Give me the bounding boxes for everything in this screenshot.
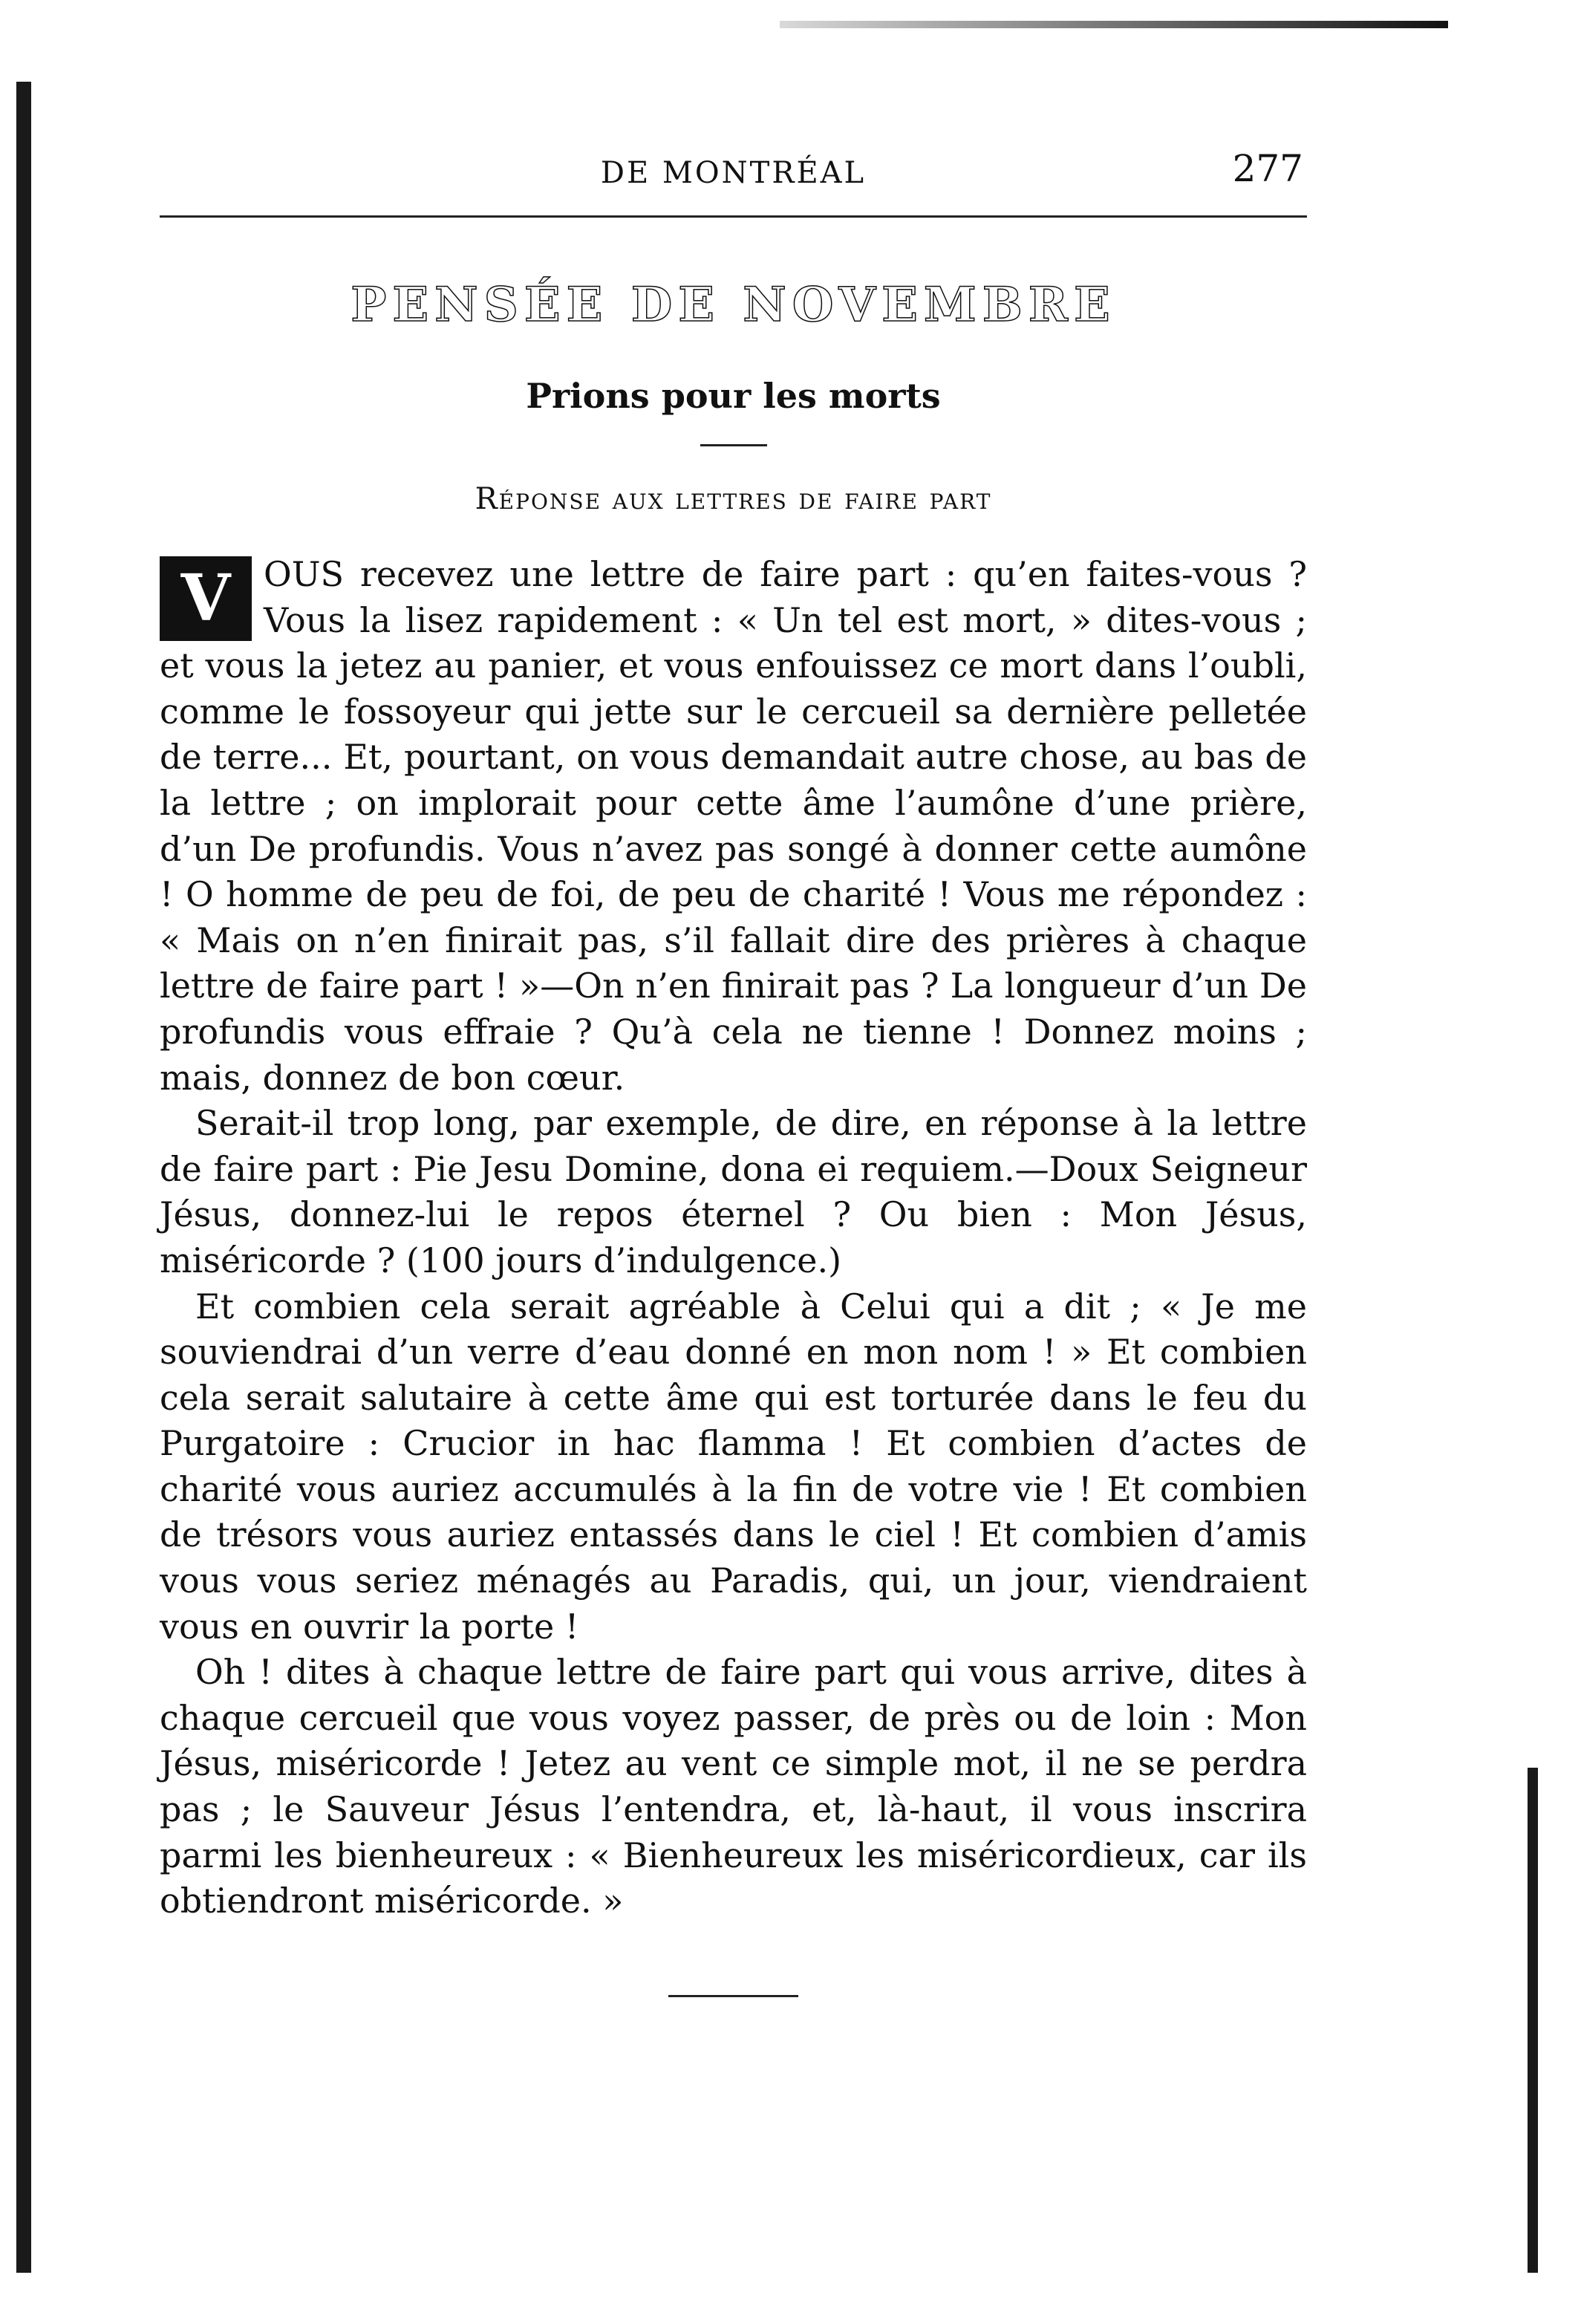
- paragraph-2: Serait-il trop long, par exemple, de dire, en réponse à la lettre de faire part : Pie Jesu Domine, dona ei requiem.—Doux Seigneur Jésus, donnez-lui le repos éternel ? Ou bien : Mon Jésus, miséricorde ? (100 jours d’indulgence.): [160, 1103, 1307, 1280]
- paragraph-1-text: OUS recevez une lettre de faire part : qu’en faites-vous ? Vous la lisez rapidement : « Un tel est mort, » dites-vous ; et vous la jetez au panier, et vous enfouissez ce mort dans l’oubli, comme le fossoyeur qui jette sur le cercueil sa dernière pelletée de terre... Et, pourtant, on vous demandait autre chose, au bas de la lettre ; on implorait pour cette âme l’aumône d’une prière, d’un De profundis. Vous n’avez pas songé à donner cette aumône ! O homme de peu de foi, de peu de charité ! Vous me répondez : « Mais on n’en finirait pas, s’il fallait dire des prières à chaque lettre de faire part ! »—On n’en finirait pas ? La longueur d’un De profundis vous effraie ? Qu’à cela ne tienne ! Donnez moins ; mais, donnez de bon cœur.: [160, 554, 1307, 1098]
- scan-edge-left: [16, 82, 31, 2273]
- paragraph-3: Et combien cela serait agréable à Celui qui a dit ; « Je me souviendrai d’un verre d’eau donné en mon nom ! » Et combien cela serait salutaire à cette âme qui est torturée dans le feu du Purgatoire : Crucior in hac flamma ! Et combien d’actes de charité vous auriez accumulés à la fin de votre vie ! Et combien de trésors vous auriez entassés dans le ciel ! Et combien d’amis vous vous seriez ménagés au Paradis, qui, un jour, viendraient vous en ouvrir la porte !: [160, 1286, 1307, 1647]
- section-heading: Réponse aux lettres de faire part: [475, 482, 992, 516]
- scan-edge-top: [780, 21, 1448, 28]
- article-body: [160, 552, 1307, 1924]
- page: [160, 134, 1307, 1997]
- scan-edge-right: [1528, 1768, 1538, 2273]
- title-rule: [700, 444, 767, 446]
- paragraph-1: [160, 552, 1307, 1101]
- article-subtitle: Prions pour les morts: [526, 376, 941, 416]
- drop-cap: V: [160, 556, 252, 641]
- running-head: [160, 134, 1307, 215]
- paragraph-4: Oh ! dites à chaque lettre de faire part qui vous arrive, dites à chaque cercueil que vous voyez passer, de près ou de loin : Mon Jésus, miséricorde ! Jetez au vent ce simple mot, il ne se perdra pas ; le Sauveur Jésus l’entendra, et, là-haut, il vous inscrira parmi les bienheureux : « Bienheureux les miséricordieux, car ils obtiendront miséricorde. »: [160, 1652, 1307, 1921]
- end-rule: [668, 1995, 798, 1997]
- running-title: DE MONTRÉAL: [600, 156, 867, 190]
- header-rule: [160, 215, 1307, 218]
- article-title: PENSÉE DE NOVEMBRE: [351, 277, 1116, 333]
- page-number: 277: [1232, 147, 1303, 190]
